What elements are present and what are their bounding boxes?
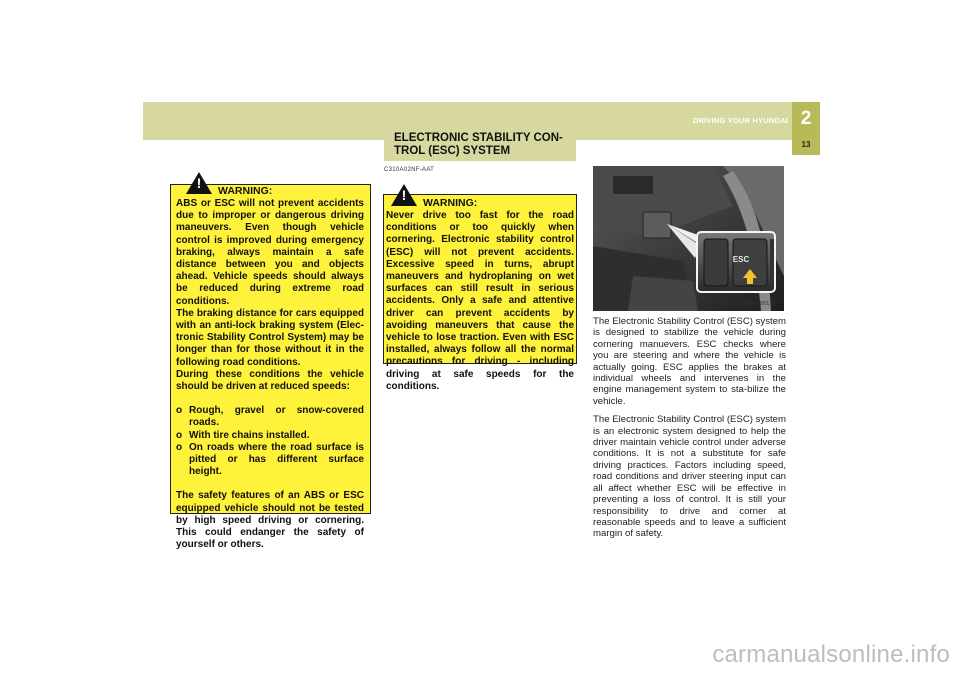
warning-left-para4: The safety features of an ABS or ESC equipped vehicle should not be tested by high speed driving or cornering. This could endanger the safety of yourself or others. [176, 490, 364, 551]
list-item: o On roads where the road surface is pitted or has different surface height. [176, 441, 364, 478]
body-para1: The Electronic Stability Control (ESC) system is designed to stabilize the vehicle during cornering manuevers. ESC checks where you are steering and where the vehicle is actually going. ESC applies the brakes at individual wheels and intervenes in the engine management system to sta-bilize the vehicle. [593, 316, 786, 407]
warning-left-para3: During these conditions the vehicle should be driven at reduced speeds: [176, 368, 364, 393]
exclamation-mark: ! [196, 175, 202, 191]
page-number: 13 [801, 140, 811, 149]
warning-left-para1: ABS or ESC will not prevent accidents due to improper or dangerous driving maneuvers. Even though vehicle control is improved during emergency braking, always maintain a safe distance between you and objects ahead. Vehicle speeds should always be reduced during extreme road conditions. [176, 198, 364, 307]
section-title: ELECTRONIC STABILITY CON-TROL (ESC) SYSTEM [394, 132, 563, 157]
dashboard-illustration [593, 166, 784, 311]
warning-heading: WARNING: [218, 185, 273, 197]
warning-left-para2: The braking distance for cars equipped with an anti-lock braking system (Elec-tronic Stability Control System) may be longer than for those without it in the following road conditions. [176, 307, 364, 368]
watermark: carmanualsonline.info [712, 641, 950, 668]
photo-code: ONF058011N [741, 301, 777, 307]
esc-button-photo [593, 166, 784, 311]
list-item: o Rough, gravel or snow-covered roads. [176, 405, 364, 429]
chapter-title: DRIVING YOUR HYUNDAI [692, 116, 788, 125]
esc-button-label: ESC [732, 255, 750, 264]
body-para2: The Electronic Stability Control (ESC) system is an electronic system designed to help the driver maintain vehicle control under adverse conditions. It is not a substitute for safe driving practices. Factors including speed, road conditions and driver steering input can all affect whether ESC will be effective in preventing a loss of control. It is still your responsibility to drive and corner at reasonable speeds and to leave a sufficient margin of safety. [593, 414, 786, 540]
chapter-number: 2 [800, 108, 812, 129]
section-code: C310A02NF-AAT [384, 167, 435, 173]
body-text [593, 316, 786, 547]
warning-heading: WARNING: [423, 197, 478, 209]
exclamation-mark: ! [401, 187, 407, 203]
list-item: o With tire chains installed. [176, 429, 310, 441]
warning-left-text [176, 198, 364, 551]
warning-middle-text: Never drive too fast for the road conditions or too quickly when cornering. Electronic stability control (ESC) will not prevent accidents. Excessive speed in turns, abrupt maneuvers and hydroplaning on wet surfaces can still result in serious accidents. Only a safe and attentive driver can prevent accidents by avoiding maneuvers that cause the vehicle to lose traction. Even with ESC installed, always follow all the normal precautions for driving - including driving at safe speeds for the conditions. [386, 210, 574, 392]
